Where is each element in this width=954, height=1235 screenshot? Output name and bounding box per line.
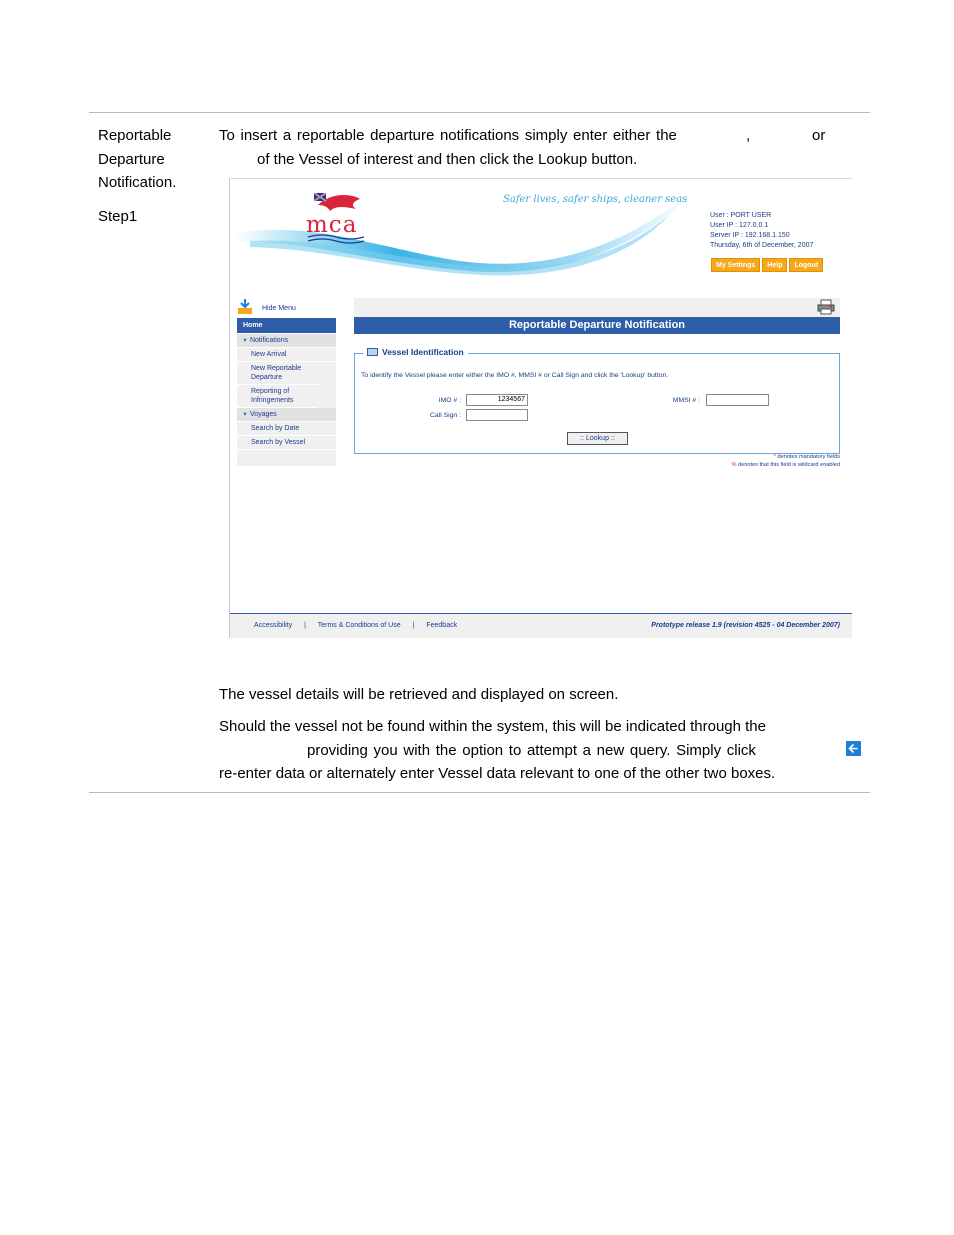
section-title: Vessel Identification: [382, 347, 464, 357]
section-legend: [363, 347, 468, 357]
paragraph-2-line-1: Should the vessel not be found within the system, this will be indicated through the: [219, 718, 766, 735]
menu-voyages[interactable]: [237, 408, 336, 422]
call-sign-input[interactable]: [466, 409, 528, 421]
user-ip: User IP : 127.0.0.1: [710, 222, 769, 229]
feedback-link[interactable]: Feedback: [426, 622, 458, 629]
page-toolbar: [354, 298, 840, 317]
slogan: Safer lives, safer ships, cleaner seas: [503, 194, 688, 205]
printer-icon[interactable]: [817, 299, 835, 315]
hide-menu-link[interactable]: [238, 299, 336, 317]
step-label: Step1: [98, 208, 138, 225]
mca-logo: mca: [306, 212, 358, 238]
expand-arrow-icon: ▼: [242, 412, 248, 418]
menu-search-by-date[interactable]: Search by Date: [237, 422, 336, 436]
intro-line-2: of the Vessel of interest and then click the Lookup button.: [257, 151, 638, 168]
side-label-1: Reportable: [98, 127, 172, 144]
menu-reporting-infringements[interactable]: Reporting of Infringements: [237, 385, 317, 408]
mmsi-input[interactable]: [706, 394, 769, 406]
banner: [230, 179, 852, 279]
menu-new-reportable-departure[interactable]: New Reportable Departure: [237, 362, 322, 385]
release-info: Prototype release 1.9 (revision 4525 - 04 December 2007): [651, 622, 840, 629]
paragraph-1: The vessel details will be retrieved and displayed on screen.: [219, 686, 619, 703]
accessibility-link[interactable]: Accessibility: [254, 622, 293, 629]
vessel-identification-panel: [354, 347, 840, 454]
page-title: Reportable Departure Notification: [354, 317, 840, 334]
user-name: User : PORT USER: [710, 212, 772, 219]
field-notes: [590, 453, 840, 469]
user-info: [710, 211, 813, 251]
left-menu: [237, 318, 336, 466]
section-icon: [367, 348, 378, 356]
paragraph-2-line-3: re-enter data or alternately enter Vessel data relevant to one of the other two boxes.: [219, 765, 776, 782]
side-label-2: Departure: [98, 151, 165, 168]
top-buttons: [711, 258, 823, 272]
menu-search-by-vessel[interactable]: Search by Vessel: [237, 436, 336, 450]
top-rule: [89, 112, 870, 113]
imo-input[interactable]: 1234567: [466, 394, 528, 406]
my-settings-button[interactable]: My Settings: [711, 258, 760, 272]
imo-label: IMO # :: [438, 397, 461, 404]
paragraph-2-line-2: providing you with the option to attempt a new query. Simply click: [307, 742, 756, 759]
intro-or: or: [812, 127, 826, 144]
menu-notifications-label: Notifications: [249, 337, 289, 344]
expand-arrow-icon: ▼: [242, 338, 248, 344]
note-wildcard: % denotes that this field is wildcard enabled: [731, 462, 840, 468]
menu-home[interactable]: Home: [237, 318, 336, 334]
footer-links: Accessibility | Terms & Conditions of Use | Feedback: [254, 622, 458, 629]
logout-button[interactable]: Logout: [789, 258, 823, 272]
lookup-button[interactable]: :: Lookup ::: [567, 432, 628, 445]
menu-voyages-label: Voyages: [249, 411, 277, 418]
hide-menu-icon: [238, 299, 252, 315]
menu-notifications[interactable]: [237, 334, 336, 348]
hide-menu-label: Hide Menu: [262, 305, 296, 312]
embedded-screenshot: [229, 178, 852, 638]
bottom-rule: [89, 792, 870, 793]
intro-line-1: To insert a reportable departure notifications simply enter either the: [219, 127, 677, 144]
help-button[interactable]: Help: [762, 258, 787, 272]
side-label-3: Notification.: [98, 174, 177, 191]
menu-new-arrival[interactable]: New Arrival: [237, 348, 336, 362]
back-arrow-icon: [846, 741, 861, 756]
current-date: Thursday, 6th of December, 2007: [710, 242, 814, 249]
instruction-text: To identify the Vessel please enter either the IMO #, MMSI # or Call Sign and click the 'Lookup' button.: [361, 372, 669, 379]
mmsi-label: MMSI # :: [672, 397, 700, 404]
intro-comma: ,: [746, 127, 751, 144]
terms-link[interactable]: Terms & Conditions of Use: [317, 622, 401, 629]
note-mandatory: * denotes mandatory fields: [773, 454, 840, 460]
note-wildcard-mark: %: [731, 462, 737, 468]
server-ip: Server IP : 192.168.1.150: [710, 232, 790, 239]
call-sign-label: Call Sign :: [430, 412, 461, 419]
app-footer: [230, 613, 852, 638]
note-mandatory-mark: *: [773, 454, 776, 460]
